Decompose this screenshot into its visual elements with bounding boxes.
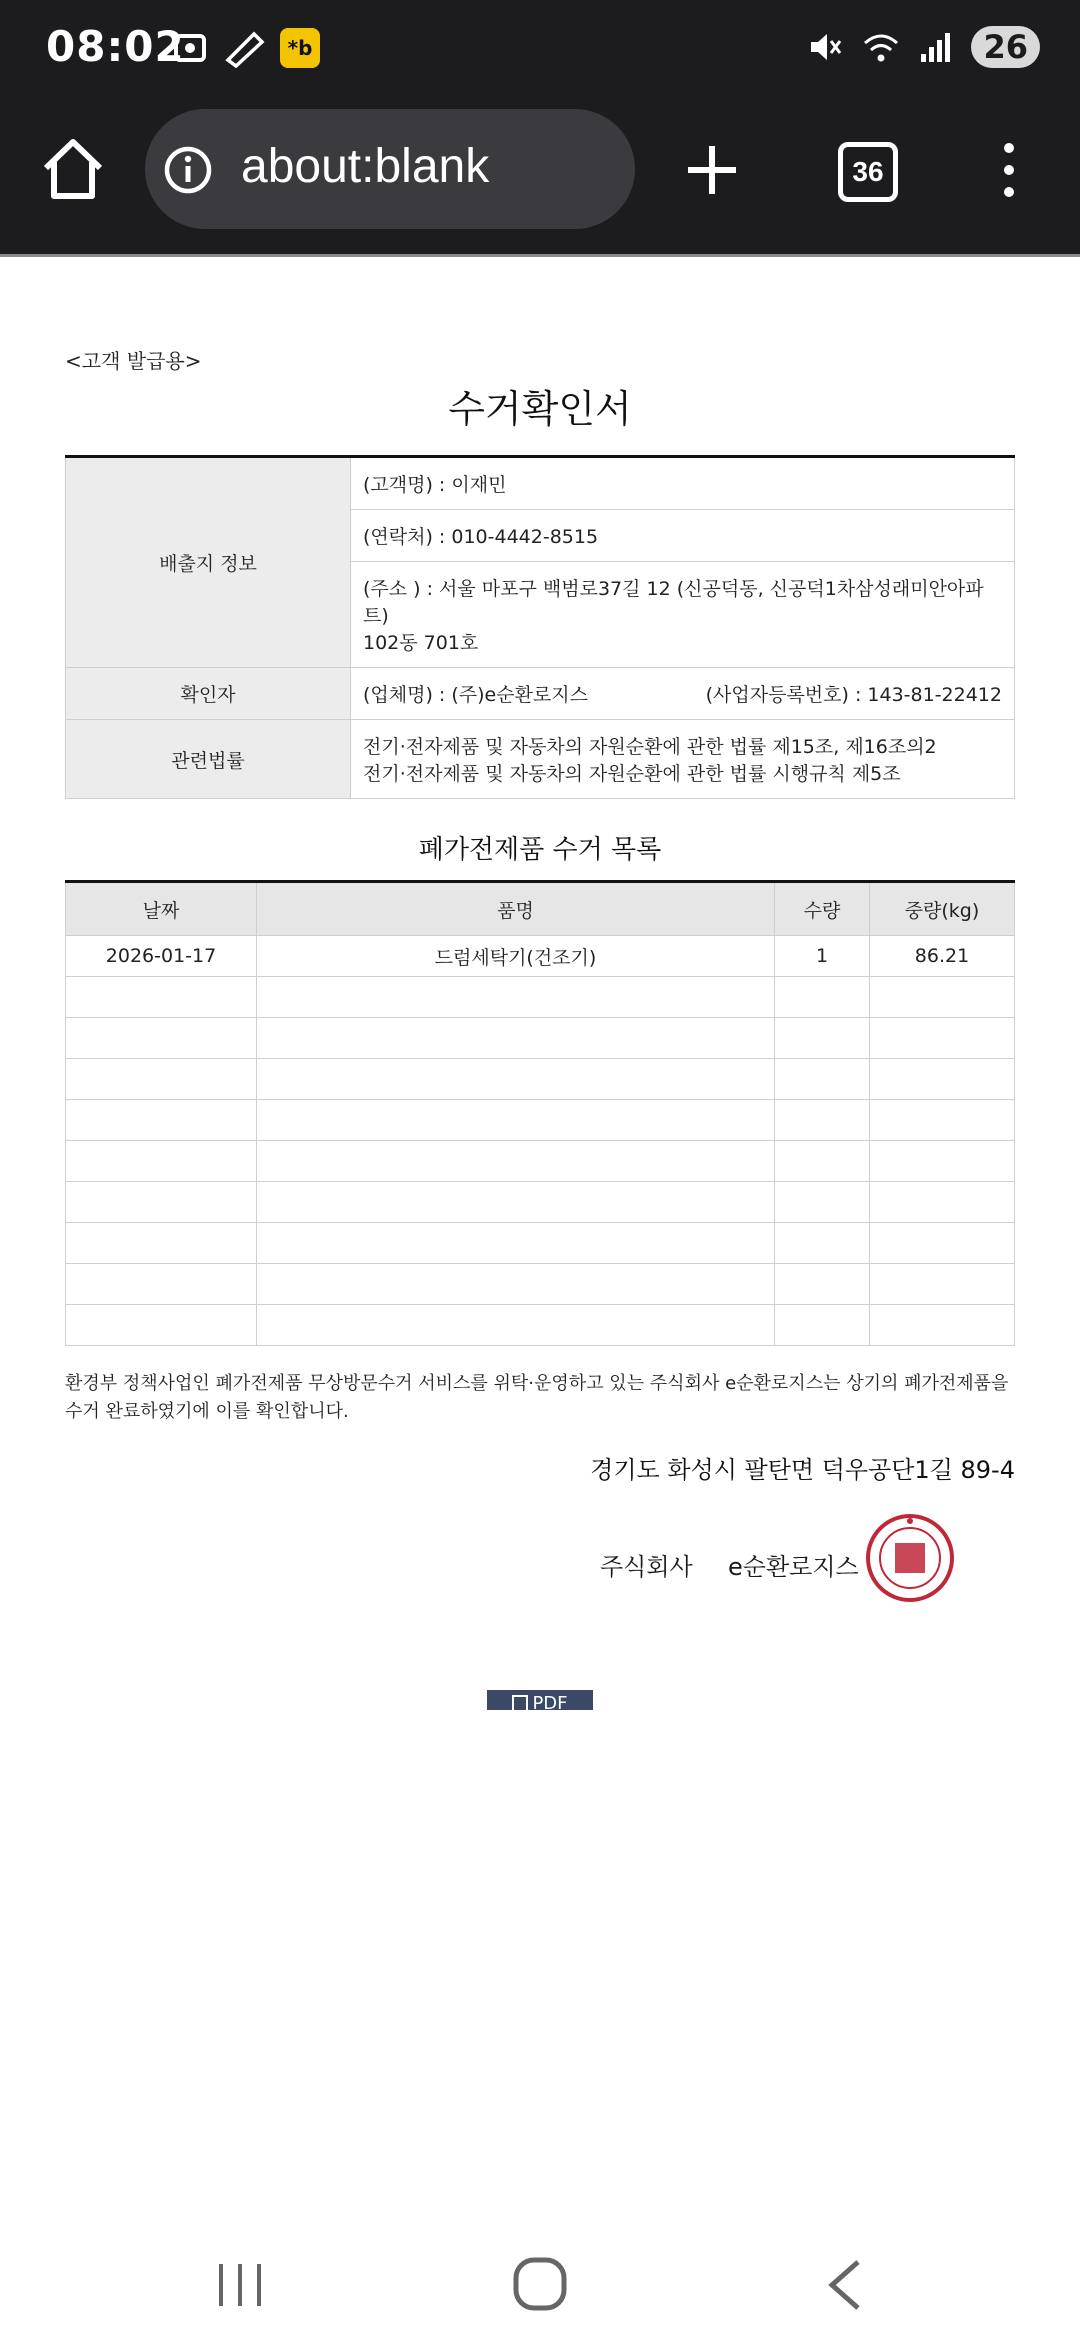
recent-apps-icon[interactable] (215, 2260, 265, 2310)
signature-row (65, 1513, 1015, 1623)
confirmer-cell (351, 668, 1015, 720)
law-line2: 전기·전자제품 및 자동차의 자원순환에 관한 법률 시행규칙 제5조 (363, 763, 901, 785)
collection-certificate (65, 345, 1015, 1623)
collection-list-table (65, 880, 1015, 1346)
screenshot-icon (170, 28, 210, 68)
row-date: 2026-01-17 (66, 936, 257, 977)
table-row (66, 1264, 1015, 1305)
header-qty: 수량 (775, 882, 870, 936)
back-icon[interactable] (822, 2258, 866, 2312)
document-title: 수거확인서 (448, 387, 632, 431)
company-seal-icon (865, 1513, 955, 1603)
confirmer-header: 확인자 (66, 668, 351, 720)
table-row (66, 1059, 1015, 1100)
emitter-header: 배출지 정보 (66, 457, 351, 668)
info-icon[interactable] (163, 145, 213, 195)
system-nav-bar (0, 2230, 1080, 2340)
signal-icon (919, 30, 953, 64)
company-name: (업체명) : (주)e순환로지스 (363, 684, 589, 706)
table-row (66, 1223, 1015, 1264)
table-row (66, 977, 1015, 1018)
status-system-icons (807, 26, 1040, 68)
wifi-icon (861, 29, 901, 65)
plus-icon[interactable] (680, 138, 744, 202)
sign-company-name: e순환로지스 (728, 1553, 859, 1581)
copy-tag: <고객 발급용> (65, 349, 202, 373)
header-date: 날짜 (66, 882, 257, 936)
status-notification-icons (170, 28, 320, 68)
law-cell (351, 720, 1015, 799)
company-address: 경기도 화성시 팔탄면 덕우공단1길 89-4 (590, 1456, 1015, 1484)
home-icon[interactable] (38, 134, 108, 204)
pen-icon (224, 28, 266, 68)
address-bar[interactable] (145, 109, 635, 229)
table-row (66, 1100, 1015, 1141)
pdf-label: PDF (532, 1693, 568, 1710)
law-line1: 전기·전자제품 및 자동차의 자원순환에 관한 법률 제15조, 제16조의2 (363, 736, 937, 758)
pdf-icon (512, 1695, 528, 1710)
info-table (65, 455, 1015, 799)
row-item: 드럼세탁기(건조기) (257, 936, 775, 977)
more-menu-icon[interactable] (995, 140, 1023, 200)
row-weight: 86.21 (870, 936, 1015, 977)
table-row (66, 1018, 1015, 1059)
battery-level: 26 (971, 26, 1040, 68)
table-row (66, 1305, 1015, 1346)
home-nav-icon[interactable] (512, 2256, 568, 2312)
address-line1: (주소 ) : 서울 마포구 백범로37길 12 (신공덕동, 신공덕1차삼성래미안아파트) (363, 578, 984, 627)
status-bar (0, 0, 1080, 104)
sign-company-type: 주식회사 (600, 1553, 693, 1581)
table-row (66, 936, 1015, 977)
customer-address (351, 562, 1015, 668)
table-header-row (66, 882, 1015, 936)
address-line2: 102동 701호 (363, 632, 479, 654)
customer-contact: (연락처) : 010-4442-8515 (351, 510, 1015, 562)
status-time: 08:02 (46, 22, 185, 71)
table-row (66, 1182, 1015, 1223)
header-item: 품명 (257, 882, 775, 936)
pdf-button[interactable] (487, 1690, 593, 1710)
mute-icon (807, 29, 843, 65)
confirmation-notice: 환경부 정책사업인 폐가전제품 무상방문수거 서비스를 위탁·운영하고 있는 주식회사 e순환로지스는 상기의 폐가전제품을 수거 완료하였기에 이를 확인합니다. (65, 1373, 1009, 1422)
customer-name: (고객명) : 이재민 (351, 457, 1015, 510)
law-header: 관련법률 (66, 720, 351, 799)
url-text[interactable]: about:blank (241, 140, 490, 193)
table-row (66, 1141, 1015, 1182)
kb-app-icon: *b (280, 28, 320, 68)
tab-switcher-button[interactable]: 36 (838, 142, 898, 202)
header-weight: 중량(kg) (870, 882, 1015, 936)
business-number: (사업자등록번호) : 143-81-22412 (705, 684, 1002, 706)
row-qty: 1 (775, 936, 870, 977)
list-title: 폐가전제품 수거 목록 (418, 835, 662, 865)
browser-toolbar (0, 104, 1080, 257)
